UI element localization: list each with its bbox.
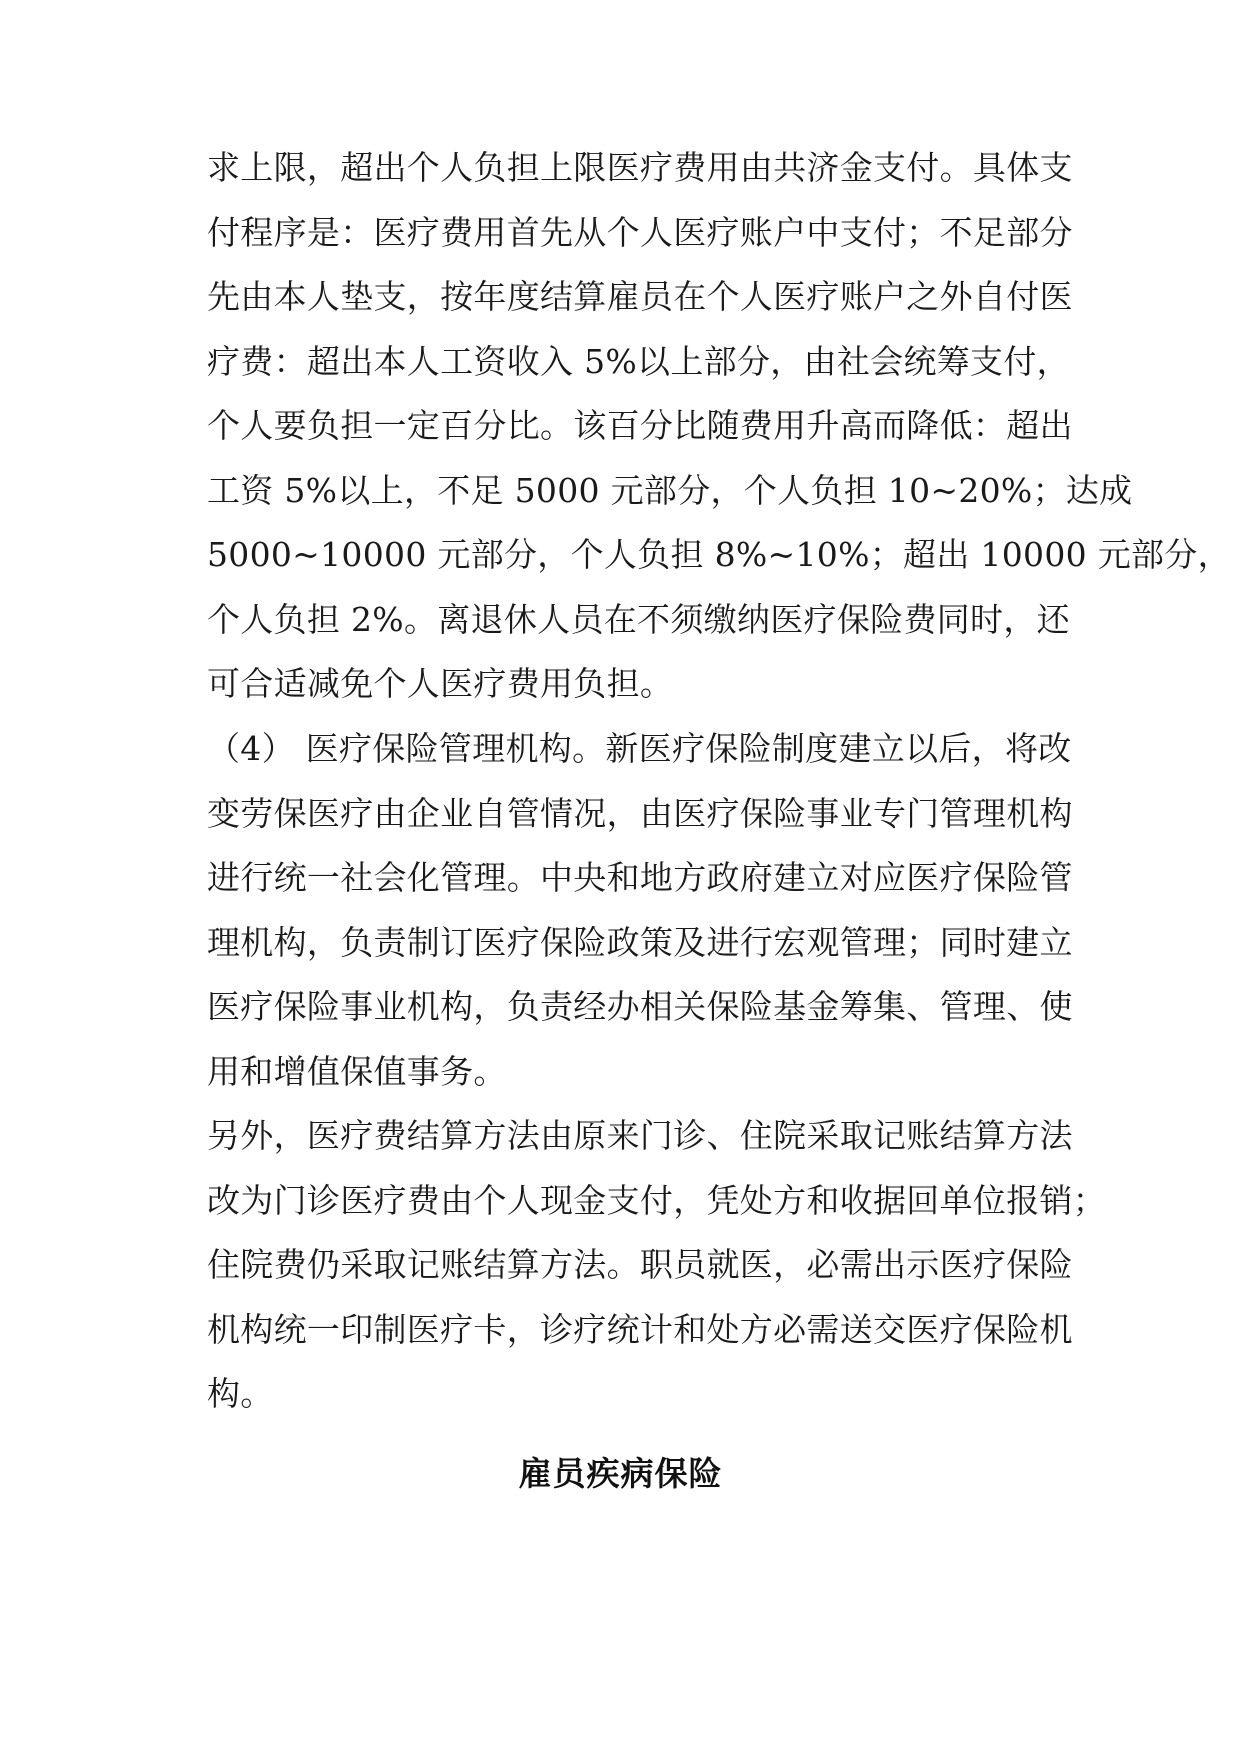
text-line: 个人负担 2%。离退休人员在不须缴纳医疗保险费同时，还 — [207, 599, 1070, 639]
text-line: 求上限，超出个人负担上限医疗费用由共济金支付。具体支 — [207, 148, 1073, 187]
text-line: 疗费：超出本人工资收入 5%以上部分，由社会统筹支付， — [207, 341, 1070, 381]
paragraph-payment-procedure — [207, 136, 1231, 717]
text-line: 机构统一印制医疗卡，诊疗统计和处方必需送交医疗保险机 — [207, 1309, 1073, 1349]
text-line: 住院费仍采取记账结算方法。职员就医，必需出示医疗保险 — [207, 1245, 1073, 1284]
text-line: 个人要负担一定百分比。该百分比随费用升高而降低：超出 — [207, 406, 1073, 445]
text-line: 医疗保险事业机构，负责经办相关保险基金筹集、管理、使 — [207, 987, 1073, 1026]
text-line: 构。 — [207, 1374, 274, 1413]
paragraph-settlement-method — [207, 1104, 1107, 1427]
text-line: 付程序是：医疗费用首先从个人医疗账户中支付；不足部分 — [207, 212, 1073, 252]
text-line: 用和增值保值事务。 — [207, 1051, 507, 1091]
text-line: 可合适减免个人医疗费用负担。 — [207, 664, 674, 703]
text-line: （4） 医疗保险管理机构。新医疗保险制度建立以后，将改 — [207, 729, 1072, 768]
text-line: 工资 5%以上，不足 5000 元部分，个人负担 10~20%；达成 — [207, 470, 1133, 510]
text-line: 5000~10000 元部分，个人负担 8%~10%；超出 10000 元部分， — [207, 535, 1231, 574]
paragraph-management-agency — [207, 717, 1073, 1104]
text-line: 改为门诊医疗费由个人现金支付，凭处方和收据回单位报销； — [207, 1180, 1107, 1220]
text-line: 进行统一社会化管理。中央和地方政府建立对应医疗保险管 — [207, 858, 1073, 897]
text-line: 变劳保医疗由企业自管情况，由医疗保险事业专门管理机构 — [207, 793, 1073, 833]
text-line: 先由本人垫支，按年度结算雇员在个人医疗账户之外自付医 — [207, 277, 1073, 316]
section-heading: 雇员疾病保险 — [518, 1454, 723, 1493]
text-line: 另外，医疗费结算方法由原来门诊、住院采取记账结算方法 — [207, 1116, 1073, 1155]
text-line: 理机构，负责制订医疗保险政策及进行宏观管理；同时建立 — [207, 922, 1073, 962]
